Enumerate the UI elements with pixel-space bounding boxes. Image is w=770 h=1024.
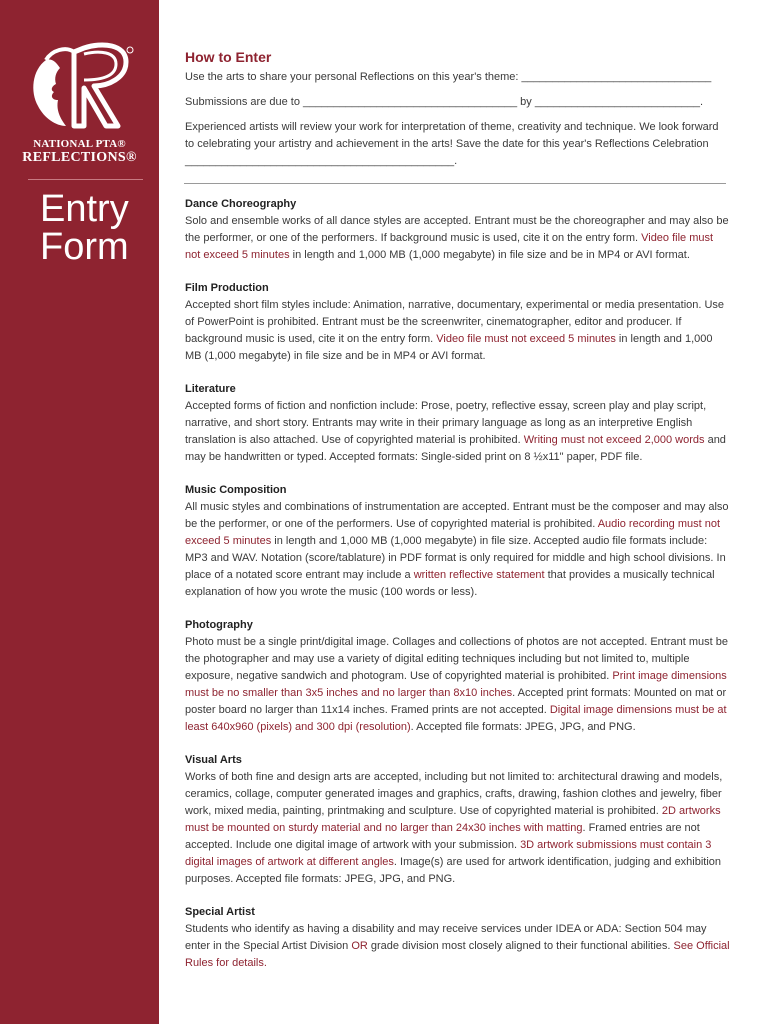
body-text: Accepted short film styles include: Animation, narrative, documentary, experimental or media presentation. Use of PowerPoint is prohibited. Entrant must be the screenwriter, cinematographer, editor and producer. If background music is used, cite it on the entry form. (185, 299, 725, 345)
category-body (185, 499, 730, 601)
category-body (185, 213, 730, 264)
body-text: Photo must be a single print/digital image. Collages and collections of photos are not accepted. Entrant must be the photographer and may use a variety of digital editing techniques including but not limited to, multiple exposure, negative sandwich and photogram. Use of copyrighted material is prohibited. (185, 636, 728, 682)
body-text: Accepted forms of fiction and nonfiction include: Prose, poetry, reflective essay, screen play and play script, narrative, and short story. Entrants may write in their primary language as long as an interpretive English translation is also attached. Use of copyrighted material is prohibited. (185, 400, 707, 446)
body-text: . Accepted print formats: Mounted on mat or poster board no larger than 11x14 inches. Framed prints are not accepted. (185, 687, 727, 716)
body-text: grade division most closely aligned to their functional abilities. (367, 940, 674, 952)
body-text: in length and 1,000 MB (1,000 megabyte) in file size. Accepted audio file formats include: MP3 and WAV. Notation (score/tablature) in PDF format is only required for middle and high school divisions. In place of a notated score entrant may include a (185, 535, 726, 581)
body-text: and may be handwritten or typed. Accepted formats: Single-sided print on 8 ½x11" paper, PDF file. (185, 434, 726, 463)
entry-title-line1: Entry (40, 188, 129, 230)
category-special-artist (185, 904, 730, 972)
category-literature (185, 381, 730, 466)
category-title: Film Production (185, 282, 269, 294)
category-visual-arts (185, 752, 730, 888)
highlight-text: written reflective statement (413, 569, 545, 581)
due-line: Submissions are due to ___________________________________ by ___________________________. (185, 96, 704, 108)
reflections-logo-icon (22, 40, 137, 135)
sidebar-divider (28, 179, 143, 180)
category-title: Photography (185, 619, 253, 631)
brand-reflections: REFLECTIONS® (22, 150, 137, 165)
section-divider (184, 183, 726, 184)
how-to-enter-heading: How to Enter (185, 49, 272, 65)
highlight-text: Audio recording must not exceed 5 minutes (185, 518, 721, 547)
body-text: in length and 1,000 MB (1,000 megabyte) in file size and be in MP4 or AVI format. (289, 249, 690, 261)
main-content (185, 48, 730, 988)
category-dance (185, 196, 730, 264)
highlight-text: 3D artwork submissions must contain 3 digital images of artwork at different angles (185, 839, 712, 868)
highlight-text: Digital image dimensions must be at least 640x960 (pixels) and 300 dpi (resolution) (185, 704, 727, 733)
highlight-text: Writing must not exceed 2,000 words (523, 434, 705, 446)
entry-title-line2: Form (40, 226, 129, 268)
theme-line: Use the arts to share your personal Reflections on this year's theme: _______________________________ (185, 71, 712, 83)
body-text: All music styles and combinations of instrumentation are accepted. Entrant must be the composer and may also be the performer, or one of the performers. Use of copyrighted material is prohibited. (185, 501, 729, 530)
body-text: Solo and ensemble works of all dance styles are accepted. Entrant must be the choreographer and may also be the performer, or one of the performers. If background music is used, cite it on the entry form. (185, 215, 729, 244)
category-music (185, 482, 730, 601)
highlight-text: Print image dimensions must be no smaller than 3x5 inches and no larger than 8x10 inches (185, 670, 727, 699)
category-body (185, 769, 730, 888)
experienced-paragraph: Experienced artists will review your work for interpretation of theme, creativity and technique. We look forward to celebrating your artistry and achievement in the arts! Save the date for this year's Reflections Celebration ____________________________________________. (185, 121, 719, 167)
body-text: in length and 1,000 MB (1,000 megabyte) in file size and be in MP4 or AVI format. (185, 333, 713, 362)
category-title: Music Composition (185, 484, 287, 496)
sidebar (0, 0, 159, 1024)
category-title: Literature (185, 383, 236, 395)
brand-national-pta: NATIONAL PTA® (33, 138, 126, 150)
body-text: that provides a musically technical explanation of how you wrote the music (100 words or less). (185, 569, 715, 598)
body-text: . Framed entries are not accepted. Include one digital image of artwork with your submission. (185, 822, 700, 851)
category-title: Visual Arts (185, 754, 242, 766)
category-film (185, 280, 730, 365)
entry-form-title (40, 190, 129, 266)
category-body (185, 634, 730, 736)
official-rules-link[interactable]: See Official Rules for details. (185, 940, 730, 969)
highlight-text: OR (351, 940, 368, 952)
body-text: . Accepted file formats: JPEG, JPG, and PNG. (410, 721, 636, 733)
category-title: Special Artist (185, 906, 255, 918)
body-text: Works of both fine and design arts are accepted, including but not limited to: architectural drawing and models, ceramics, collage, computer generated images and graphics, crafts, drawing, fashion clothes and jewelry, fiber work, mixed media, painting, printmaking and sculpture. Use of copyrighted material is prohibited. (185, 771, 723, 817)
highlight-text: 2D artworks must be mounted on sturdy material and no larger than 24x30 inches with matting (185, 805, 721, 834)
highlight-text: Video file must not exceed 5 minutes (436, 333, 616, 345)
body-text: . Image(s) are used for artwork identification, judging and exhibition purposes. Accepted file formats: JPEG, JPG, and PNG. (185, 856, 722, 885)
category-body (185, 297, 730, 365)
body-text: Students who identify as having a disability and may receive services under IDEA or ADA: Section 504 may enter in the Special Artist Division (185, 923, 707, 952)
highlight-text: Video file must not exceed 5 minutes (185, 232, 714, 261)
category-body (185, 921, 730, 972)
category-body (185, 398, 730, 466)
category-photography (185, 617, 730, 736)
category-title: Dance Choreography (185, 198, 297, 210)
